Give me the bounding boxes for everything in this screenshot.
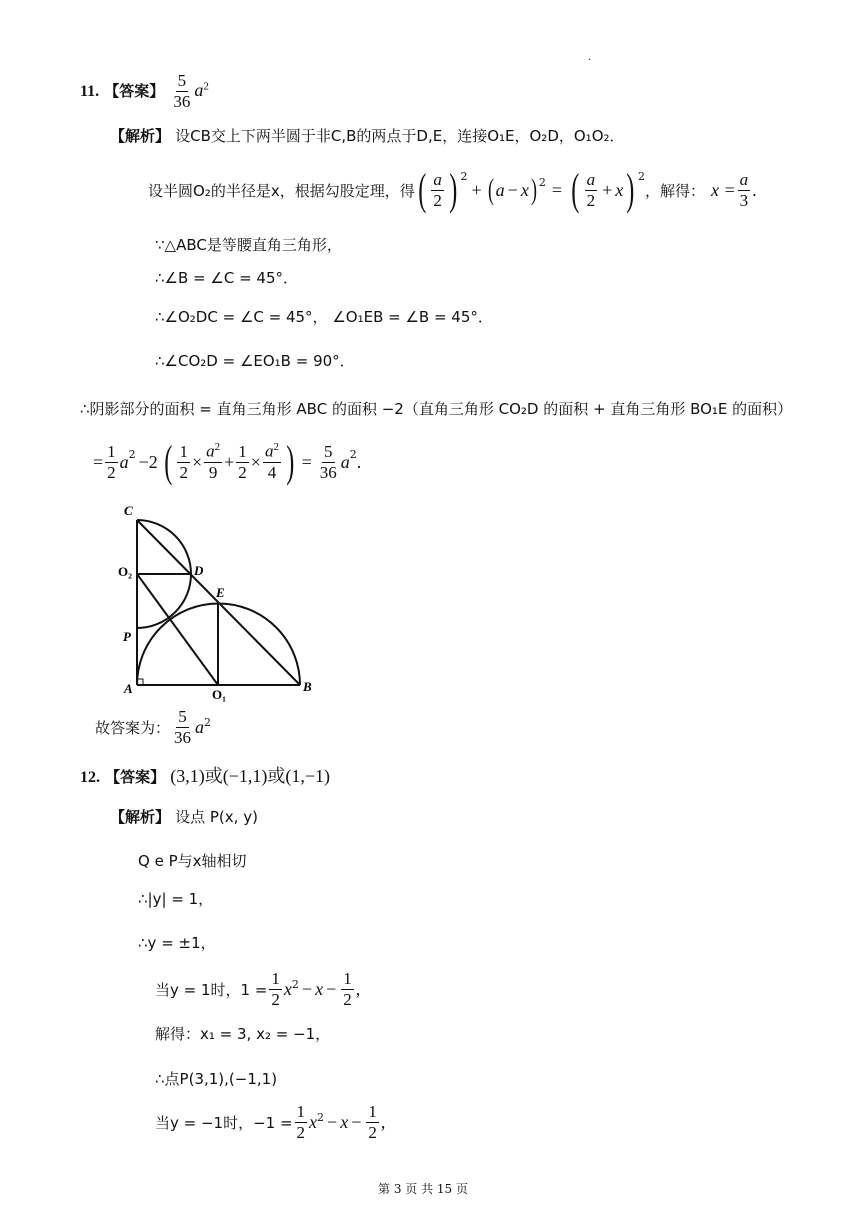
q12-answer-tag: 【答案】 [105,768,166,786]
frac-denominator: 36 [173,91,191,111]
q12-answer: (3,1)或(−1,1)或(1,−1) [170,766,330,786]
q11-text-line6: ∴∠CO₂D = ∠EO₁B = 90°． [155,352,355,370]
q12-analysis-tag: 【解析】 [110,808,171,826]
q11-answer-tag: 【答案】 [104,81,165,100]
q12-text-line3: ∴|y| = 1， [138,890,214,908]
q11-text-line4: ∴∠B = ∠C = 45°． [155,269,298,287]
q12-number: 12. [80,769,100,786]
q11-answer-fraction [171,72,192,111]
q11-answer-line [80,72,209,111]
q12-line5: 当y = 1时，1 = $\frac{1}{2}$ x $^2$ − x − $\frac{1}{2}$ , [155,969,361,1009]
q11-text-line1: 设CB交上下两半圆于非C,B的两点于D,E，连接O₁E，O₂D，O₁O₂． [175,127,625,145]
q11-number: 11. [80,82,100,100]
frac-numerator: 5 [177,71,187,90]
fraction-a-over-2: $\frac{a}{2}$ [433,169,442,210]
q12-answer-line [80,762,330,788]
q12-text-line6: 解得：x₁ = 3, x₂ = −1， [155,1025,331,1043]
q11-closing: 故答案为： $\frac{5}{36}$ a $^2$ [95,707,212,747]
q11-analysis-line1 [110,125,625,146]
q12-text-line2: Q e P与x轴相切 [138,852,247,870]
q12-text-line7: ∴点P(3,1),(−1,1) [155,1070,278,1088]
dot-mark: . [588,52,592,63]
label-o2: O₂ [118,564,133,579]
q12-text-line4: ∴y = ±1， [138,934,216,952]
q11-text-line5: ∴∠O₂DC = ∠C = 45°， ∠O₁EB = ∠B = 45°． [155,308,493,326]
label-d: D [194,563,204,578]
q12-line8: 当y = −1时，−1 = $\frac{1}{2}$ x $^2$ − x − $\frac{1}{2}$ , [155,1102,386,1142]
q11-area-expression: = $\frac{1}{2}$ a $^2$ −2 ( $\frac{1}{2}$ × $\frac{a^2}{9}$ + $\frac{1}{2}$ × $\frac{a^2}{4}$ ) = $\frac{5}{36}$ a $^2$ . [93,437,362,486]
q11-text-line3: ∵△ABC是等腰直角三角形， [155,236,342,254]
page-footer: 第 3 页 共 15 页 [378,1182,468,1196]
label-a: A [124,681,133,696]
closing-text: 故答案为： [95,718,171,737]
q12-text-line1: 设点 P(x, y) [175,808,258,826]
q12-text-line8: 当y = −1时，−1 = [155,1113,293,1132]
q12-text-line5: 当y = 1时，1 = [155,980,268,999]
answer-exponent: 2 [203,80,209,93]
q11-text-line7: ∴阴影部分的面积 = 直角三角形 ABC 的面积 −2（直角三角形 CO₂D 的面积 + 直角三角形 BO₁E 的面积） [80,400,793,418]
label-e: E [216,585,225,600]
q12-analysis-line1 [110,806,258,827]
label-c: C [124,503,133,518]
geometry-figure [110,500,330,705]
q11-analysis-line2: 设半圆O₂的半径是x，根据勾股定理，得 ( $\frac{a}{2}$ ) $^2$ + ( a − x ) $^2$ = ( $\frac{a}{2}$ + x ) $^2$ ，解得： x = $\frac{a}{3}$ . [148,165,757,214]
q11-analysis-tag: 【解析】 [110,127,171,145]
q11-result-label: x = [710,179,736,200]
label-b: B [303,679,312,694]
answer-variable: a [194,79,204,100]
q11-text-line2: 设半圆O₂的半径是x，根据勾股定理，得 [148,181,415,200]
label-p: P [123,629,131,644]
q11-result-fraction: $\frac{a}{3}$ [739,169,749,210]
label-o1: O₁ [212,687,227,702]
q11-line2-suffix: ，解得： [644,181,705,200]
